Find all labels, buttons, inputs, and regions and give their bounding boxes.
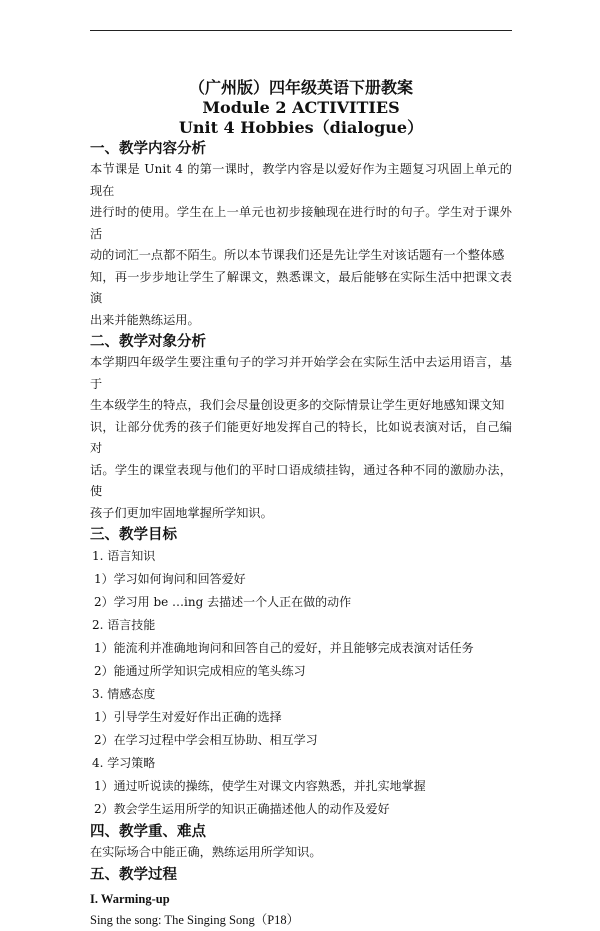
- objectives-list: [90, 545, 512, 821]
- unit-title: Unit 4 Hobbies（dialogue）: [178, 118, 424, 137]
- section-heading-key-points: 四、教学重、难点: [90, 823, 206, 840]
- paragraph-line: 孩子们更加牢固地掌握所学知识。: [90, 505, 273, 520]
- objective-category: 2. 语言技能: [92, 618, 156, 632]
- module-title: Module 2 ACTIVITIES: [202, 98, 400, 117]
- learner-analysis-body: [90, 352, 512, 524]
- objective-category: 1. 语言知识: [92, 549, 156, 563]
- objective-category: 3. 情感态度: [92, 687, 156, 701]
- paragraph-line: 本节课是 Unit 4 的第一课时，教学内容是以爱好作为主题复习巩固上单元的现在: [90, 162, 512, 198]
- section-heading-objectives: 三、教学目标: [90, 526, 177, 543]
- objective-category: 4. 学习策略: [92, 756, 156, 770]
- paragraph-line: 知，再一步步地让学生了解课文，熟悉课文，最后能够在实际生活中把课文表演: [90, 269, 512, 305]
- paragraph-line: 话。学生的课堂表现与他们的平时口语成绩挂钩，通过各种不同的激励办法，使: [90, 462, 512, 498]
- warming-up-text: Sing the song: The Singing Song（P18）: [90, 912, 300, 927]
- document-page: [90, 78, 512, 931]
- objective-item: 2）在学习过程中学会相互协助、相互学习: [94, 733, 318, 747]
- paragraph-line: 本学期四年级学生要注重句子的学习并开始学会在实际生活中去运用语言，基于: [90, 355, 512, 391]
- warming-up-heading: I. Warming-up: [90, 891, 170, 906]
- objective-item: 2）教会学生运用所学的知识正确描述他人的动作及爱好: [94, 802, 390, 816]
- objective-item: 1）通过听说读的操练，使学生对课文内容熟悉，并扎实地掌握: [94, 779, 426, 793]
- paragraph-line: 出来并能熟练运用。: [90, 312, 200, 327]
- document-title: （广州版）四年级英语下册教案: [188, 78, 413, 97]
- objective-item: 2）能通过所学知识完成相应的笔头练习: [94, 664, 306, 678]
- section-heading-content-analysis: 一、教学内容分析: [90, 140, 206, 157]
- section-heading-procedure: 五、教学过程: [90, 865, 177, 883]
- objective-item: 2）学习用 be …ing 去描述一个人正在做的动作: [94, 595, 352, 609]
- top-rule: [90, 30, 512, 31]
- objective-item: 1）学习如何询问和回答爱好: [94, 572, 246, 586]
- objective-item: 1）能流利并准确地询问和回答自己的爱好，并且能够完成表演对话任务: [94, 641, 474, 655]
- paragraph-line: 生本级学生的特点，我们会尽量创设更多的交际情景让学生更好地感知课文知: [90, 398, 505, 412]
- paragraph-line: 识，让部分优秀的孩子们能更好地发挥自己的特长，比如说表演对话，自己编对: [90, 419, 512, 455]
- paragraph-line: 进行时的使用。学生在上一单元也初步接触现在进行时的句子。学生对于课外活: [90, 205, 512, 241]
- section-heading-learner-analysis: 二、教学对象分析: [90, 333, 206, 350]
- paragraph-line: 动的词汇一点都不陌生。所以本节课我们还是先让学生对该话题有一个整体感: [90, 248, 505, 262]
- objective-item: 1）引导学生对爱好作出正确的选择: [94, 710, 282, 724]
- key-points-text: 在实际场合中能正确，熟练运用所学知识。: [90, 845, 322, 859]
- content-analysis-body: [90, 159, 512, 331]
